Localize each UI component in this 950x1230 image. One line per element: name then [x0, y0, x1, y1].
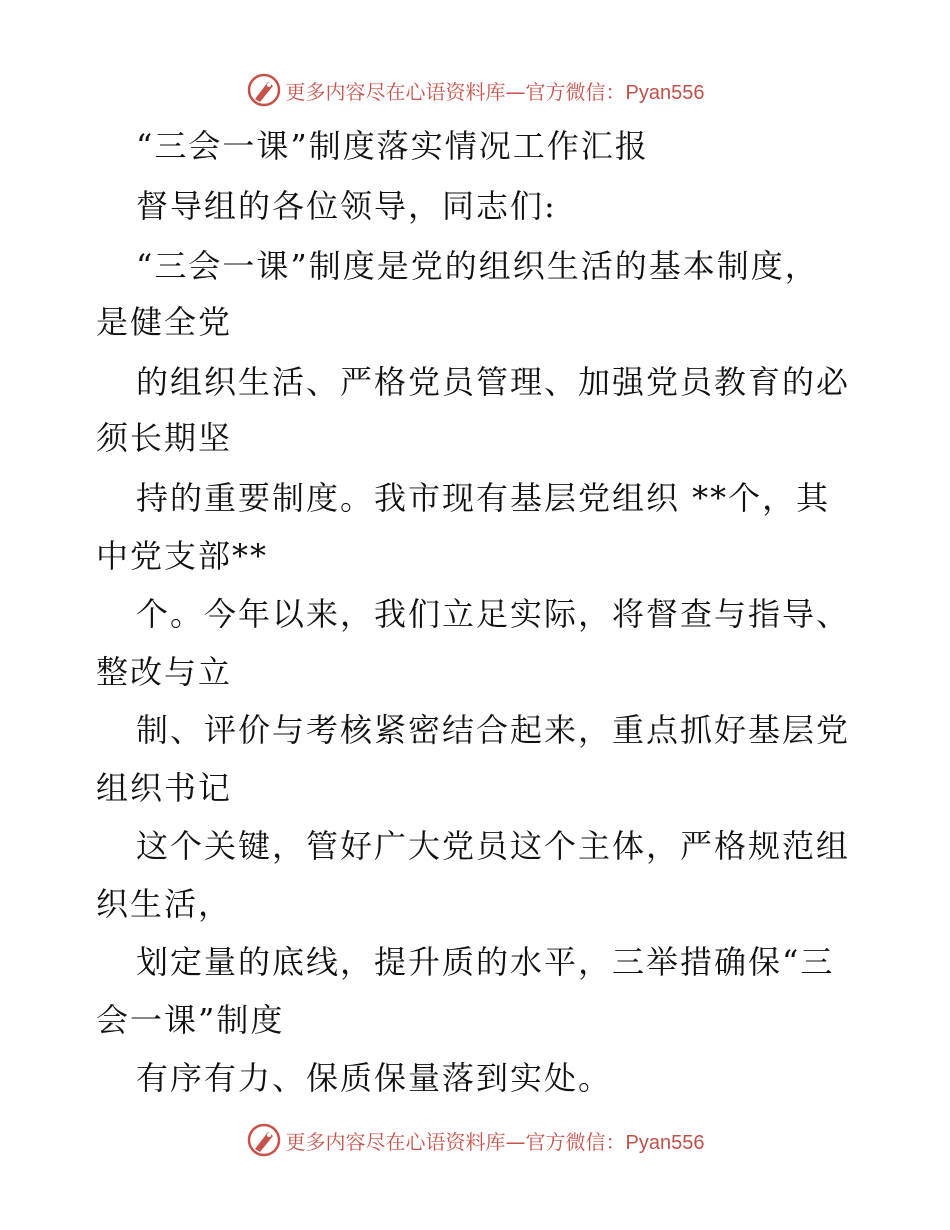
pen-nib-icon — [246, 72, 282, 108]
watermark-wechat-id: Pyan556 — [625, 81, 705, 104]
document-title: “三会一课”制度落实情况工作汇报 — [136, 127, 649, 165]
watermark-text: 更多内容尽在心语资料库—官方微信：Pyan556 — [285, 1129, 705, 1154]
pen-nib-icon — [246, 1122, 282, 1158]
paragraph-line: 整改与立 — [96, 653, 233, 691]
paragraph-line: 这个关键，管好广大党员这个主体，严格规范组 — [136, 827, 851, 865]
paragraph-line: 有序有力、保质保量落到实处。 — [136, 1059, 613, 1097]
footer-watermark — [0, 1120, 950, 1160]
header-watermark — [0, 70, 950, 110]
watermark-wechat-id: Pyan556 — [625, 1131, 705, 1154]
watermark-text: 更多内容尽在心语资料库—官方微信：Pyan556 — [285, 79, 705, 104]
paragraph-line: 会一课”制度 — [96, 1001, 285, 1039]
paragraph-line: 持的重要制度。我市现有基层党组织 **个，其 — [136, 479, 831, 517]
paragraph-line: 个。今年以来，我们立足实际，将督查与指导、 — [136, 595, 851, 633]
paragraph-line: 须长期坚 — [96, 419, 233, 457]
paragraph-line: 划定量的底线，提升质的水平，三举措确保“三 — [136, 943, 835, 981]
paragraph-line: 中党支部** — [96, 537, 269, 575]
paragraph-line: 制、评价与考核紧密结合起来，重点抓好基层党 — [136, 711, 851, 749]
salutation: 督导组的各位领导，同志们: — [136, 187, 557, 225]
paragraph-line: 是健全党 — [96, 303, 233, 341]
paragraph-line: 的组织生活、严格党员管理、加强党员教育的必 — [136, 363, 851, 401]
paragraph-line: 组织书记 — [96, 769, 233, 807]
paragraph-line: 织生活， — [96, 885, 233, 923]
paragraph-line: “三会一课”制度是党的组织生活的基本制度， — [136, 247, 819, 285]
